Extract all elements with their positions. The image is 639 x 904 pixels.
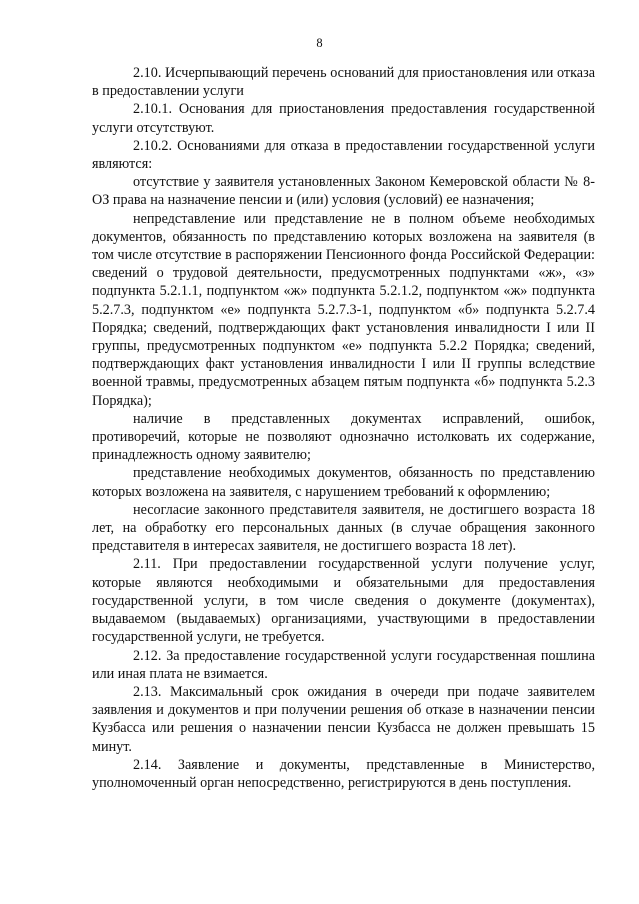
document-body (92, 64, 595, 792)
paragraph-refusal-ground-3: наличие в представленных документах исправлений, ошибок, противоречий, которые не позволяют однозначно истолковать их содержание, принадлежность одному заявителю; (92, 410, 595, 464)
paragraph-2-14: 2.14. Заявление и документы, представленные в Министерство, уполномоченный орган непосредственно, регистрируются в день поступления. (92, 756, 595, 791)
paragraph-refusal-ground-2: непредставление или представление не в полном объеме необходимых документов, обязанность по представлению которых возложена на заявителя (в том числе отсутствие в распоряжении Пенсионного фонда Российской Федерации: сведений о трудовой деятельности, предусмотренных подпунктами «ж», «з» подпункта 5.2.1.1, подпунктом «ж» подпункта 5.2.1.2, подпунктом «ж» подпункта 5.2.7.3, подпунктом «е» подпункта 5.2.7.3-1, подпунктом «б» подпункта 5.2.7.4 Порядка; сведений, подтверждающих факт установления инвалидности I или II группы, предусмотренных подпунктом «е» подпункта 5.2.2 Порядка; сведений, подтверждающих факт установления инвалидности I или II группы вследствие военной травмы, предусмотренных абзацем пятым подпункта «б» подпункта 5.2.3 Порядка); (92, 210, 595, 409)
paragraph-refusal-ground-5: несогласие законного представителя заявителя, не достигшего возраста 18 лет, на обработку его персональных данных (в случае обращения законного представителя в интересах заявителя, не достигшего возраста 18 лет). (92, 501, 595, 555)
paragraph-2-10-2: 2.10.2. Основаниями для отказа в предоставлении государственной услуги являются: (92, 137, 595, 173)
page-number: 8 (316, 36, 323, 50)
paragraph-2-10: 2.10. Исчерпывающий перечень оснований для приостановления или отказа в предоставлении услуги (92, 65, 595, 100)
paragraph-2-11: 2.11. При предоставлении государственной услуги получение услуг, которые являются необходимыми и обязательными для предоставления государственной услуги, в том числе сведения о документе (документах), выдаваемом (выдаваемых) организациями, участвующими в предоставлении государственной услуги, не требуется. (92, 556, 595, 646)
paragraph-2-12: 2.12. За предоставление государственной услуги государственная пошлина или иная плата не взимается. (92, 647, 595, 682)
paragraph-refusal-ground-4: представление необходимых документов, обязанность по представлению которых возложена на заявителя, с нарушением требований к оформлению; (92, 465, 595, 500)
paragraph-2-10-1: 2.10.1. Основания для приостановления предоставления государственной услуги отсутствуют. (92, 101, 595, 136)
paragraph-refusal-ground-1: отсутствие у заявителя установленных Законом Кемеровской области № 8-ОЗ права на назначение пенсии и (или) условия (условий) ее назначения; (92, 174, 595, 209)
paragraph-2-13: 2.13. Максимальный срок ожидания в очереди при подаче заявителем заявления и документов и при получении решения об отказе в назначении пенсии Кузбасса или решения о назначении пенсии Кузбасса не должен превышать 15 минут. (92, 683, 595, 755)
